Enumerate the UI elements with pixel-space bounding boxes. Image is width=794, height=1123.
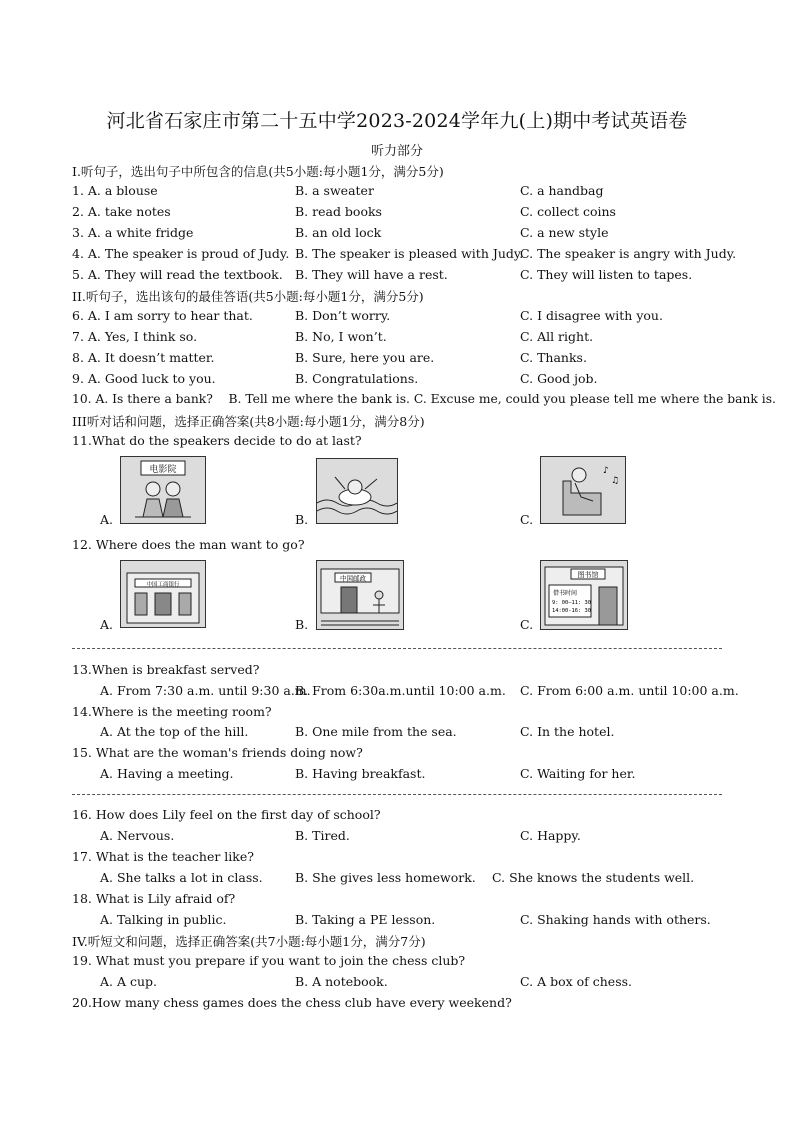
section2-heading: II.听句子，选出该句的最佳答语(共5小题:每小题1分，满分5分) xyxy=(72,289,424,304)
q4-option-b: B. The speaker is pleased with Judy. xyxy=(295,246,524,261)
q2-option-b: B. read books xyxy=(295,204,382,219)
q11-picture-resting xyxy=(540,456,626,524)
exam-title: 河北省石家庄市第二十五中学2023-2024学年九(上)期中考试英语卷 xyxy=(106,110,688,132)
q18-option-a: A. Talking in public. xyxy=(100,912,227,927)
q6-option-c: C. I disagree with you. xyxy=(520,308,663,323)
q13-option-a: A. From 7:30 a.m. until 9:30 a.m. xyxy=(100,683,311,698)
q15-option-a: A. Having a meeting. xyxy=(100,766,234,781)
section3-heading: III听对话和问题，选择正确答案(共8小题:每小题1分，满分8分) xyxy=(72,414,425,429)
q12-picture-post-office xyxy=(316,560,404,630)
q17-option-a: A. She talks a lot in class. xyxy=(100,870,263,885)
armchair-illustration-icon xyxy=(541,457,625,523)
q15-option-c: C. Waiting for her. xyxy=(520,766,636,781)
q16-option-b: B. Tired. xyxy=(295,828,350,843)
q14-question: 14.Where is the meeting room? xyxy=(72,704,272,719)
q3-option-b: B. an old lock xyxy=(295,225,382,240)
q11-letter-c: C. xyxy=(520,512,534,527)
q12-letter-a: A. xyxy=(100,617,114,632)
section-subtitle: 听力部分 xyxy=(370,144,423,159)
q2-option-c: C. collect coins xyxy=(520,204,616,219)
q16-option-c: C. Happy. xyxy=(520,828,581,843)
q12-picture-library xyxy=(540,560,628,630)
q12-letter-b: B. xyxy=(295,617,309,632)
q15-question: 15. What are the woman's friends doing now? xyxy=(72,745,363,760)
library-sign-text: 图书馆 xyxy=(577,571,599,579)
library-hours-morning: 9: 00—11: 30 xyxy=(552,600,591,606)
cinema-illustration-icon xyxy=(121,457,205,523)
q11-question: 11.What do the speakers decide to do at last? xyxy=(72,433,362,448)
q5-option-a: 5. A. They will read the textbook. xyxy=(72,267,283,282)
q5-option-b: B. They will have a rest. xyxy=(295,267,448,282)
q7-option-a: 7. A. Yes, I think so. xyxy=(72,329,198,344)
post-office-sign-text: 中国邮政 xyxy=(340,574,366,583)
q8-option-c: C. Thanks. xyxy=(520,350,587,365)
q10-options: 10. A. Is there a bank? B. Tell me where the bank is. C. Excuse me, could you please tell me where the bank is. xyxy=(72,392,776,406)
q12-picture-bank xyxy=(120,560,206,628)
q13-option-b: B. From 6:30a.m.until 10:00 a.m. xyxy=(295,683,506,698)
q14-option-a: A. At the top of the hill. xyxy=(100,724,249,739)
q20-question: 20.How many chess games does the chess club have every weekend? xyxy=(72,995,512,1010)
q14-option-c: C. In the hotel. xyxy=(520,724,615,739)
svg-text:♫: ♫ xyxy=(611,476,620,486)
library-hours-afternoon: 14:00-16: 30 xyxy=(552,608,591,614)
q1-option-c: C. a handbag xyxy=(520,183,604,198)
q16-question: 16. How does Lily feel on the first day of school? xyxy=(72,807,381,822)
q5-option-c: C. They will listen to tapes. xyxy=(520,267,693,282)
q8-option-a: 8. A. It doesn’t matter. xyxy=(72,350,215,365)
section-divider xyxy=(72,794,722,795)
q12-question: 12. Where does the man want to go? xyxy=(72,537,305,552)
q1-option-b: B. a sweater xyxy=(295,183,374,198)
q7-option-b: B. No, I won’t. xyxy=(295,329,387,344)
q9-option-b: B. Congratulations. xyxy=(295,371,419,386)
q19-option-b: B. A notebook. xyxy=(295,974,388,989)
section4-heading: IV.听短文和问题，选择正确答案(共7小题:每小题1分，满分7分) xyxy=(72,934,426,949)
q19-question: 19. What must you prepare if you want to join the chess club? xyxy=(72,953,466,968)
q3-option-c: C. a new style xyxy=(520,225,609,240)
q3-option-a: 3. A. a white fridge xyxy=(72,225,194,240)
bank-building-icon xyxy=(121,561,205,627)
q15-option-b: B. Having breakfast. xyxy=(295,766,426,781)
q11-letter-a: A. xyxy=(100,512,114,527)
library-hours-title: 借书时间 xyxy=(553,590,578,597)
q17-question: 17. What is the teacher like? xyxy=(72,849,254,864)
q1-option-a: 1. A. a blouse xyxy=(72,183,158,198)
cinema-sign-text: 电影院 xyxy=(149,465,177,475)
section1-heading: I.听句子，选出句子中所包含的信息(共5小题:每小题1分，满分5分) xyxy=(72,164,444,179)
q12-letter-c: C. xyxy=(520,617,534,632)
q6-option-b: B. Don’t worry. xyxy=(295,308,391,323)
q11-picture-cinema xyxy=(120,456,206,524)
q19-option-c: C. A box of chess. xyxy=(520,974,632,989)
q9-option-c: C. Good job. xyxy=(520,371,598,386)
library-building-icon xyxy=(541,561,627,629)
q18-option-c: C. Shaking hands with others. xyxy=(520,912,711,927)
q18-option-b: B. Taking a PE lesson. xyxy=(295,912,436,927)
bank-sign-text: 中国工商银行 xyxy=(146,582,180,588)
q7-option-c: C. All right. xyxy=(520,329,594,344)
svg-text:♪: ♪ xyxy=(603,466,609,476)
q11-picture-swimming xyxy=(316,458,398,524)
q4-option-c: C. The speaker is angry with Judy. xyxy=(520,246,737,261)
q17-option-b: B. She gives less homework. xyxy=(295,870,476,885)
q13-question: 13.When is breakfast served? xyxy=(72,662,260,677)
q9-option-a: 9. A. Good luck to you. xyxy=(72,371,216,386)
q4-option-a: 4. A. The speaker is proud of Judy. xyxy=(72,246,290,261)
q6-option-a: 6. A. I am sorry to hear that. xyxy=(72,308,253,323)
swimming-illustration-icon xyxy=(317,459,397,523)
q2-option-a: 2. A. take notes xyxy=(72,204,171,219)
q18-question: 18. What is Lily afraid of? xyxy=(72,891,236,906)
q16-option-a: A. Nervous. xyxy=(100,828,175,843)
q19-option-a: A. A cup. xyxy=(100,974,158,989)
post-office-icon xyxy=(317,561,403,629)
q14-option-b: B. One mile from the sea. xyxy=(295,724,457,739)
section-divider xyxy=(72,648,722,649)
q8-option-b: B. Sure, here you are. xyxy=(295,350,435,365)
q17-option-c: C. She knows the students well. xyxy=(492,870,695,885)
q11-letter-b: B. xyxy=(295,512,309,527)
q13-option-c: C. From 6:00 a.m. until 10:00 a.m. xyxy=(520,683,739,698)
